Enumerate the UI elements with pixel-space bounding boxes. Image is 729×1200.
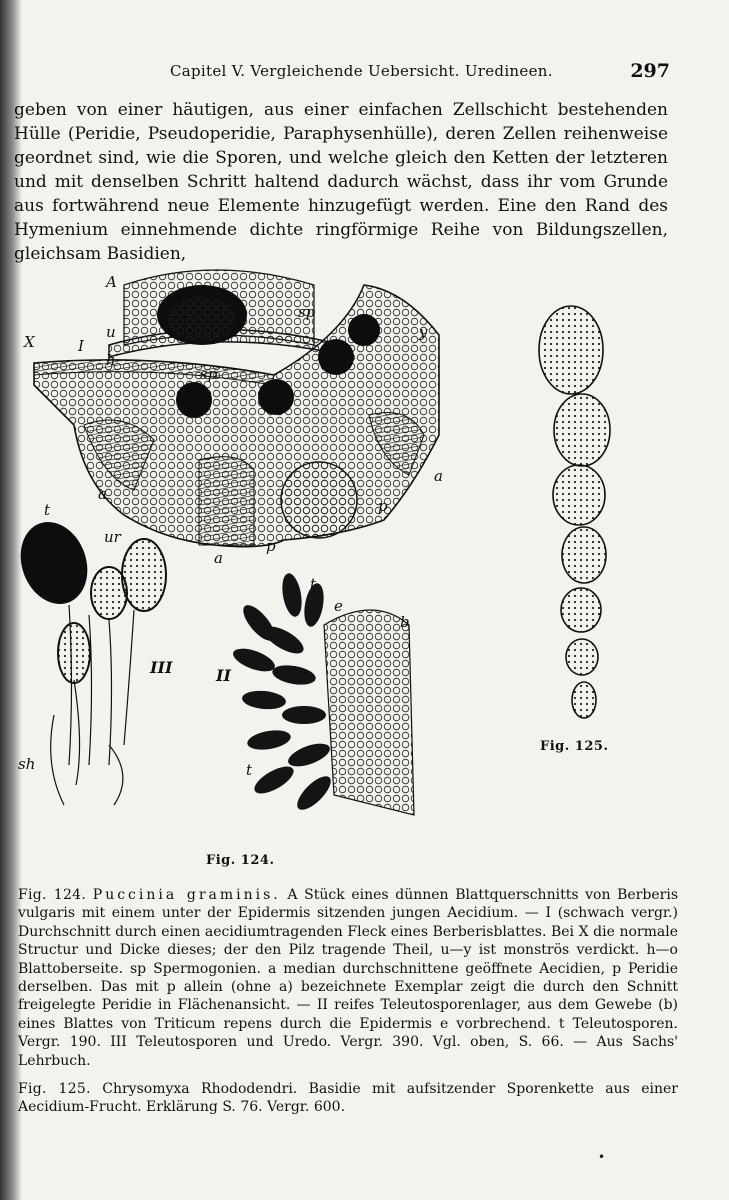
label-sp-2: sp — [200, 365, 218, 383]
label-a-3: a — [214, 549, 223, 567]
label-a-4: a — [434, 467, 443, 485]
figure-plate — [14, 245, 714, 875]
caption-fig124-species: Puccinia graminis. — [92, 887, 281, 903]
caption-fig125-number: Fig. 125. — [18, 1081, 91, 1097]
label-sp-1: sp — [298, 303, 316, 321]
label-a-2: a — [98, 485, 107, 503]
fig125-label: Fig. 125. — [540, 739, 609, 754]
botanical-illustration — [14, 245, 714, 875]
caption-fig125 — [18, 1080, 678, 1117]
label-iii: III — [150, 658, 173, 677]
label-i: I — [78, 337, 84, 355]
label-p-1: p — [266, 537, 276, 555]
caption-fig125-text: Chrysomyxa Rhododendri. Basidie mit aufsitzender Sporenkette aus einer Aecidium-Frucht. Erklärung S. 76. Vergr. 600. — [18, 1081, 678, 1116]
drawing-fig125-spore-chain — [539, 306, 610, 718]
print-speck: • — [598, 1150, 606, 1164]
body-paragraph: geben von einer häutigen, aus einer einfachen Zellschicht bestehenden Hülle (Peridie, Pseudoperidie, Paraphysenhülle), deren Zellen reihenweise geordnet sind, wie die Sporen, und welche gleich den Ketten der letzteren und mit denselben Schritt haltend dadurch wächst, dass ihr vom Grunde aus fortwährend neue Elemente hinzugefügt werden. Eine den Rand des Hymenium einnehmende dichte ringförmige Reihe von Bildungszellen, gleichsam Basidien, — [14, 100, 668, 264]
label-t-3: t — [246, 761, 253, 779]
caption-fig124-number: Fig. 124. — [18, 887, 87, 903]
label-t-2: t — [310, 575, 317, 593]
label-h: h — [106, 351, 116, 369]
label-sh: sh — [18, 755, 36, 773]
fig124-label: Fig. 124. — [206, 853, 275, 868]
label-u: u — [106, 323, 116, 341]
label-ii: II — [216, 666, 231, 685]
label-e: e — [334, 597, 343, 615]
label-x: X — [24, 333, 35, 351]
page-number: 297 — [630, 60, 670, 82]
label-y: y — [419, 323, 428, 341]
drawing-ii-teleutospore-sorus — [230, 572, 414, 815]
label-o: o — [259, 379, 269, 397]
running-header — [20, 60, 670, 84]
caption-fig124 — [18, 886, 678, 1070]
chapter-title: Capitel V. Vergleichende Uebersicht. Uredineen. — [170, 62, 553, 80]
label-t-1: t — [44, 501, 51, 519]
drawing-iii-teleutospores — [14, 513, 166, 805]
label-a: A — [106, 273, 117, 291]
label-p-2: p — [378, 497, 388, 515]
caption-fig124-text: A Stück eines dünnen Blattquerschnitts von Berberis vulgaris mit einem unter der Epidermis sitzenden jungen Aecidium. — I (schwach vergr.) Durchschnitt durch einen aecidiumtragenden Fleck eines Berberisblattes. Bei X die normale Structur und Dicke dieses; der den Pilz tragende Theil, u—y ist monströs verdickt. h—o Blattoberseite. sp Spermogonien. a median durchschnittene geöffnete Aecidien, p Peridie derselben. Das mit p allein (ohne a) bezeichnete Exemplar zeigt die durch den Schnitt freigelegte Peridie in Flächenansicht. — II reifes Teleutosporenlager, aus dem Gewebe (b) eines Blattes von Triticum repens durch die Epidermis e vorbrechend. t Teleutosporen. Vergr. 190. III Teleutosporen und Uredo. Vergr. 390. Vgl. oben, S. 66. — Aus Sachs' Lehrbuch. — [18, 887, 679, 1069]
label-b: b — [400, 613, 410, 631]
label-ur: ur — [104, 528, 121, 546]
